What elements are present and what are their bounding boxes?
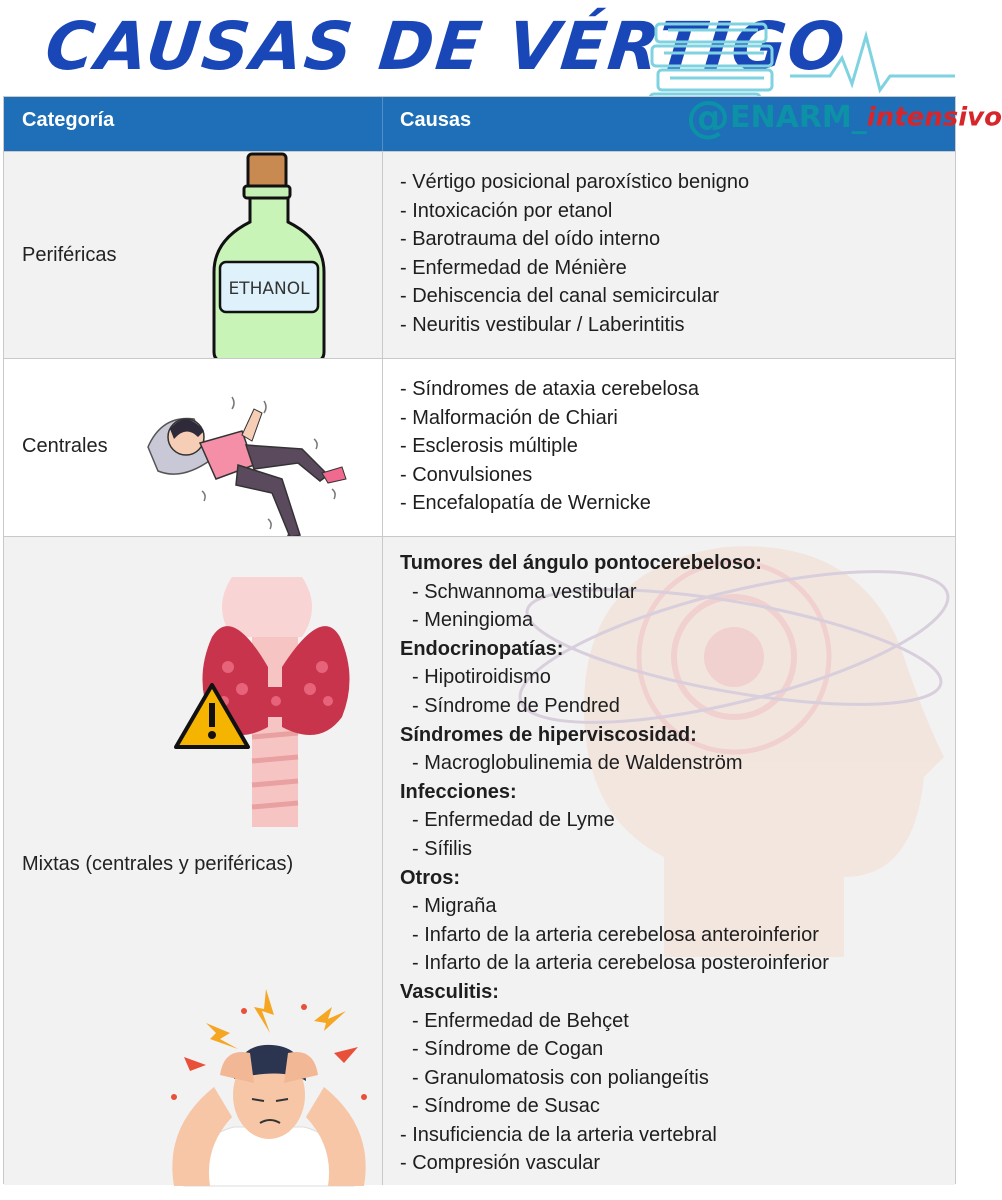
brand-name: ENARM (730, 100, 852, 135)
page-title: CAUSAS DE VÉRTIGO (41, 8, 851, 85)
cause-item: - Síndrome de Susac (400, 1092, 829, 1121)
cause-item: - Convulsiones (400, 461, 699, 490)
header-causes: Causas (400, 109, 472, 131)
cause-item: - Enfermedad de Behçet (400, 1007, 829, 1036)
brand-at-symbol: @ (686, 92, 730, 143)
heartbeat-line-icon (790, 28, 955, 98)
category-label: Centrales (22, 435, 108, 457)
cause-item: - Neuritis vestibular / Laberintitis (400, 311, 749, 340)
causes-list-mixtas (400, 549, 829, 1178)
cause-item: - Granulomatosis con poliangeítis (400, 1064, 829, 1093)
group-heading: Tumores del ángulo pontocerebeloso: (400, 552, 762, 574)
cause-item: - Síndromes de ataxia cerebelosa (400, 375, 699, 404)
cause-item: - Migraña (400, 892, 829, 921)
cause-item: - Hipotiroidismo (400, 663, 829, 692)
category-label: Mixtas (centrales y periféricas) (22, 853, 294, 875)
cause-item: - Intoxicación por etanol (400, 197, 749, 226)
cause-item: - Síndrome de Cogan (400, 1035, 829, 1064)
cause-item: - Síndrome de Pendred (400, 692, 829, 721)
cause-item: - Compresión vascular (400, 1149, 829, 1178)
cause-item: - Malformación de Chiari (400, 404, 699, 433)
cause-item: - Barotrauma del oído interno (400, 225, 749, 254)
cause-item: - Enfermedad de Lyme (400, 806, 829, 835)
cause-item: - Meningioma (400, 606, 829, 635)
causes-list-perifericas (400, 168, 749, 340)
table-row-perifericas (4, 151, 955, 358)
headache-person-icon (154, 987, 384, 1186)
group-heading: Vasculitis: (400, 980, 499, 1003)
category-label: Periféricas (22, 244, 117, 266)
group-heading: Síndromes de hiperviscosidad: (400, 723, 697, 746)
ethanol-bottle-icon (204, 152, 334, 367)
cause-item: - Insuficiencia de la arteria vertebral (400, 1121, 829, 1150)
cause-item: - Infarto de la arteria cerebelosa anteroinferior (400, 921, 829, 950)
thyroid-warning-icon (172, 577, 362, 827)
brand-handle: @ENARM_intensivo (686, 92, 1002, 143)
cause-item: - Encefalopatía de Wernicke (400, 489, 699, 518)
cause-item: - Schwannoma vestibular (400, 578, 829, 607)
header-category: Categoría (22, 109, 115, 131)
cause-item: - Dehiscencia del canal semicircular (400, 282, 749, 311)
cause-item: - Esclerosis múltiple (400, 432, 699, 461)
group-heading: Otros: (400, 866, 460, 889)
cause-item: - Infarto de la arteria cerebelosa posteroinferior (400, 949, 829, 978)
causes-table (3, 96, 956, 1184)
cause-item: - Enfermedad de Ménière (400, 254, 749, 283)
group-heading: Infecciones: (400, 780, 517, 803)
group-heading: Endocrinopatías: (400, 637, 564, 660)
table-row-mixtas (4, 536, 955, 1185)
cause-item: - Vértigo posicional paroxístico benigno (400, 168, 749, 197)
brand-suffix: intensivo (866, 102, 1002, 133)
cause-item: - Macroglobulinemia de Waldenström (400, 749, 829, 778)
bottle-label: ETHANOL (228, 279, 310, 299)
cause-item: - Sífilis (400, 835, 829, 864)
